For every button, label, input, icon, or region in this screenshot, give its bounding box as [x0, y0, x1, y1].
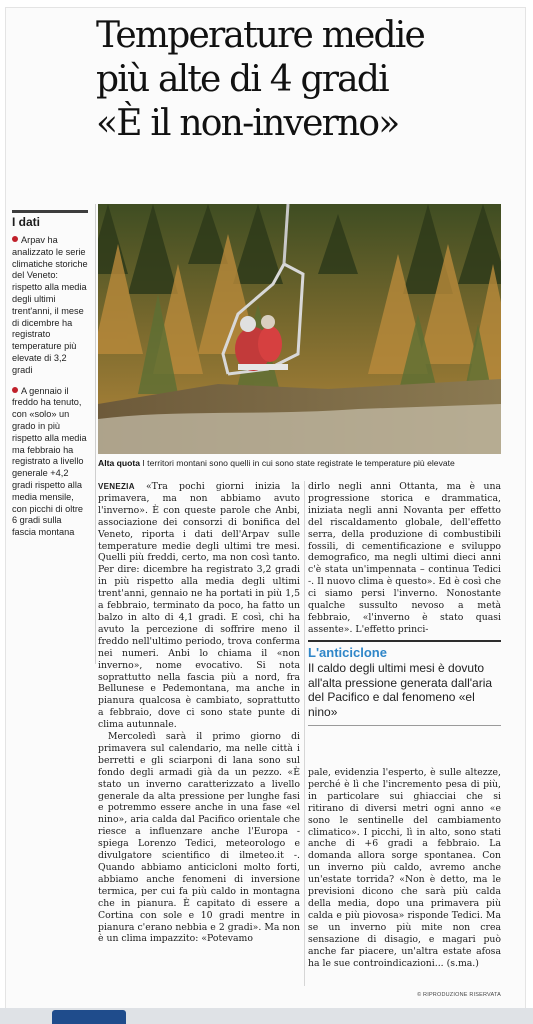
paragraph: Mercoledì sarà il primo giorno di primavera sul calendario, ma nelle città i berretti e gli sciarponi di lana sono sul fondo degli armadi già da un pezzo. «È stato un inverno caratterizzato a livello generale da alta pressione per lunghe fasi e potremmo essere anche in una fase «el nino», aria calda dal Pacifico orientale che riesce a influenzare anche l'Europa - spiega Lorenzo Tedici, meteorologo e divulgatore scientifico di ilmeteo.it -. Quando abbiamo anticicloni molto forti, abbiamo anche fenomeni di inversione termica, per cui fa più caldo in montagna che in pianura. È capitato di essere a Cortina con sole e 10 gradi mentre in pianura c'erano nebbia e 2 gradi». Ma non è un clima impazzito: «Potevamo: [98, 731, 300, 945]
sidebar-item-text: A gennaio il freddo ha tenuto, con «solo» un grado in più rispetto alla media ma febbraio ha registrato a livello generale +4,2 gradi rispetto alla media mensile, con picchi di oltre 6 gradi sulla fascia montana: [12, 385, 87, 538]
headline-line-2: più alte di 4 gradi: [96, 59, 388, 100]
ski-lift-photo: [98, 204, 501, 454]
column-divider: [304, 481, 305, 986]
caption-label: Alta quota: [98, 458, 141, 468]
paragraph-text: «Tra pochi giorni inizia la primavera, ma non abbiamo avuto l'inverno». È con queste parole che Anbi, associazione dei consorzi di bonifica del Veneto, riporta i dati dell'Arpav sulle temperature medie degli ultimi tre mesi. Quelli più freddi, certo, ma non così tanto. Per dire: dicembre ha registrato 3,2 gradi in più rispetto alla media degli ultimi trent'anni, gennaio ne ha portati in più 1,5 a febbraio, terminato da poco, ha fatto un balzo in alto di 4,1 gradi. E così, chi ha avuto la percezione di soffrire meno il freddo nell'ultimo periodo, trova conferma nei numeri. Anbi lo chiama il «non inverno», nome evocativo. Si nota soprattutto nella fascia più a nord, fra Bellunese e Pedemontana, ma anche in pianura qualcosa è cambiato, soprattutto a febbraio, dove ci sono state punte di clima autunnale.: [98, 481, 300, 731]
article-column-3: [308, 767, 501, 969]
bullet-icon: [12, 387, 18, 393]
data-sidebar: [12, 210, 88, 548]
copyright-notice: © RIPRODUZIONE RISERVATA: [417, 992, 501, 998]
sidebar-item: [12, 235, 88, 377]
photo-caption: [98, 458, 501, 469]
paragraph: dirlo negli anni Ottanta, ma è una progressione storica e drammatica, iniziata negli anni Novanta per effetto del riscaldamento globale, dell'effetto serra, della produzione di combustibili fossili, di cementificazione e sviluppo demografico, ma negli ultimi dieci anni c'è stata un'impennata – continua Tedici -. Il nuovo clima è questo». Ed è così che ci siamo persi l'inverno. Nonostante qualche sussulto nevoso a metà febbraio, «l'inverno è stato quasi assente». L'effetto princi-: [308, 481, 501, 635]
bottom-tab[interactable]: [52, 1010, 126, 1024]
sidebar-title: I dati: [12, 215, 41, 229]
sidebar-divider: [95, 204, 96, 664]
headline: [96, 14, 516, 146]
paragraph: pale, evidenzia l'esperto, è sulle altezze, perché è lì che l'incremento pesa di più, in particolare sui ghiacciai che si ritirano di diversi metri ogni anno «e sono le sentinelle del cambiamento climatico». I picchi, lì in alto, sono stati anche di +6 gradi a febbraio. La domanda allora sorge spontanea. Con un inverno più caldo, avremo anche un'estate torrida? «Non è detto, ma le previsioni dicono che sarà più calda della media, dopo una primavera più calda e più piovosa» risponde Tedici. Ma se un inverno più mite non crea sensazione di disagio, e magari può anche far piacere, un'altra estate afosa ha le sue controindicazioni... (s.ma.): [308, 767, 501, 969]
box-summary: Il caldo degli ultimi mesi è dovuto all'alta pressione generata dall'aria del Pacifico e dal fenomeno «el nino»: [308, 661, 493, 719]
photo-illustration: [98, 204, 501, 454]
paragraph: [98, 481, 300, 731]
sidebar-rule: [12, 210, 88, 213]
article-column-2: [308, 481, 501, 636]
sidebar-item: [12, 386, 88, 539]
caption-text: I territori montani sono quelli in cui sono state registrate le temperature più elevate: [142, 458, 455, 468]
box-rule-bottom: [308, 725, 501, 726]
anticyclone-box: [308, 640, 501, 726]
dateline: VENEZIA: [98, 482, 135, 491]
box-title: L'anticiclone: [308, 645, 387, 660]
sidebar-item-text: Arpav ha analizzato le serie climatiche storiche del Veneto: rispetto alla media degli ultimi trent'anni, il mese di dicembre ha registrato temperature più elevate di 3,2 gradi: [12, 235, 88, 375]
bullet-icon: [12, 236, 18, 242]
box-rule-top: [308, 640, 501, 642]
article-column-1: [98, 481, 300, 945]
headline-line-1: Temperature medie: [96, 15, 424, 56]
headline-line-3: «È il non-inverno»: [96, 103, 399, 144]
